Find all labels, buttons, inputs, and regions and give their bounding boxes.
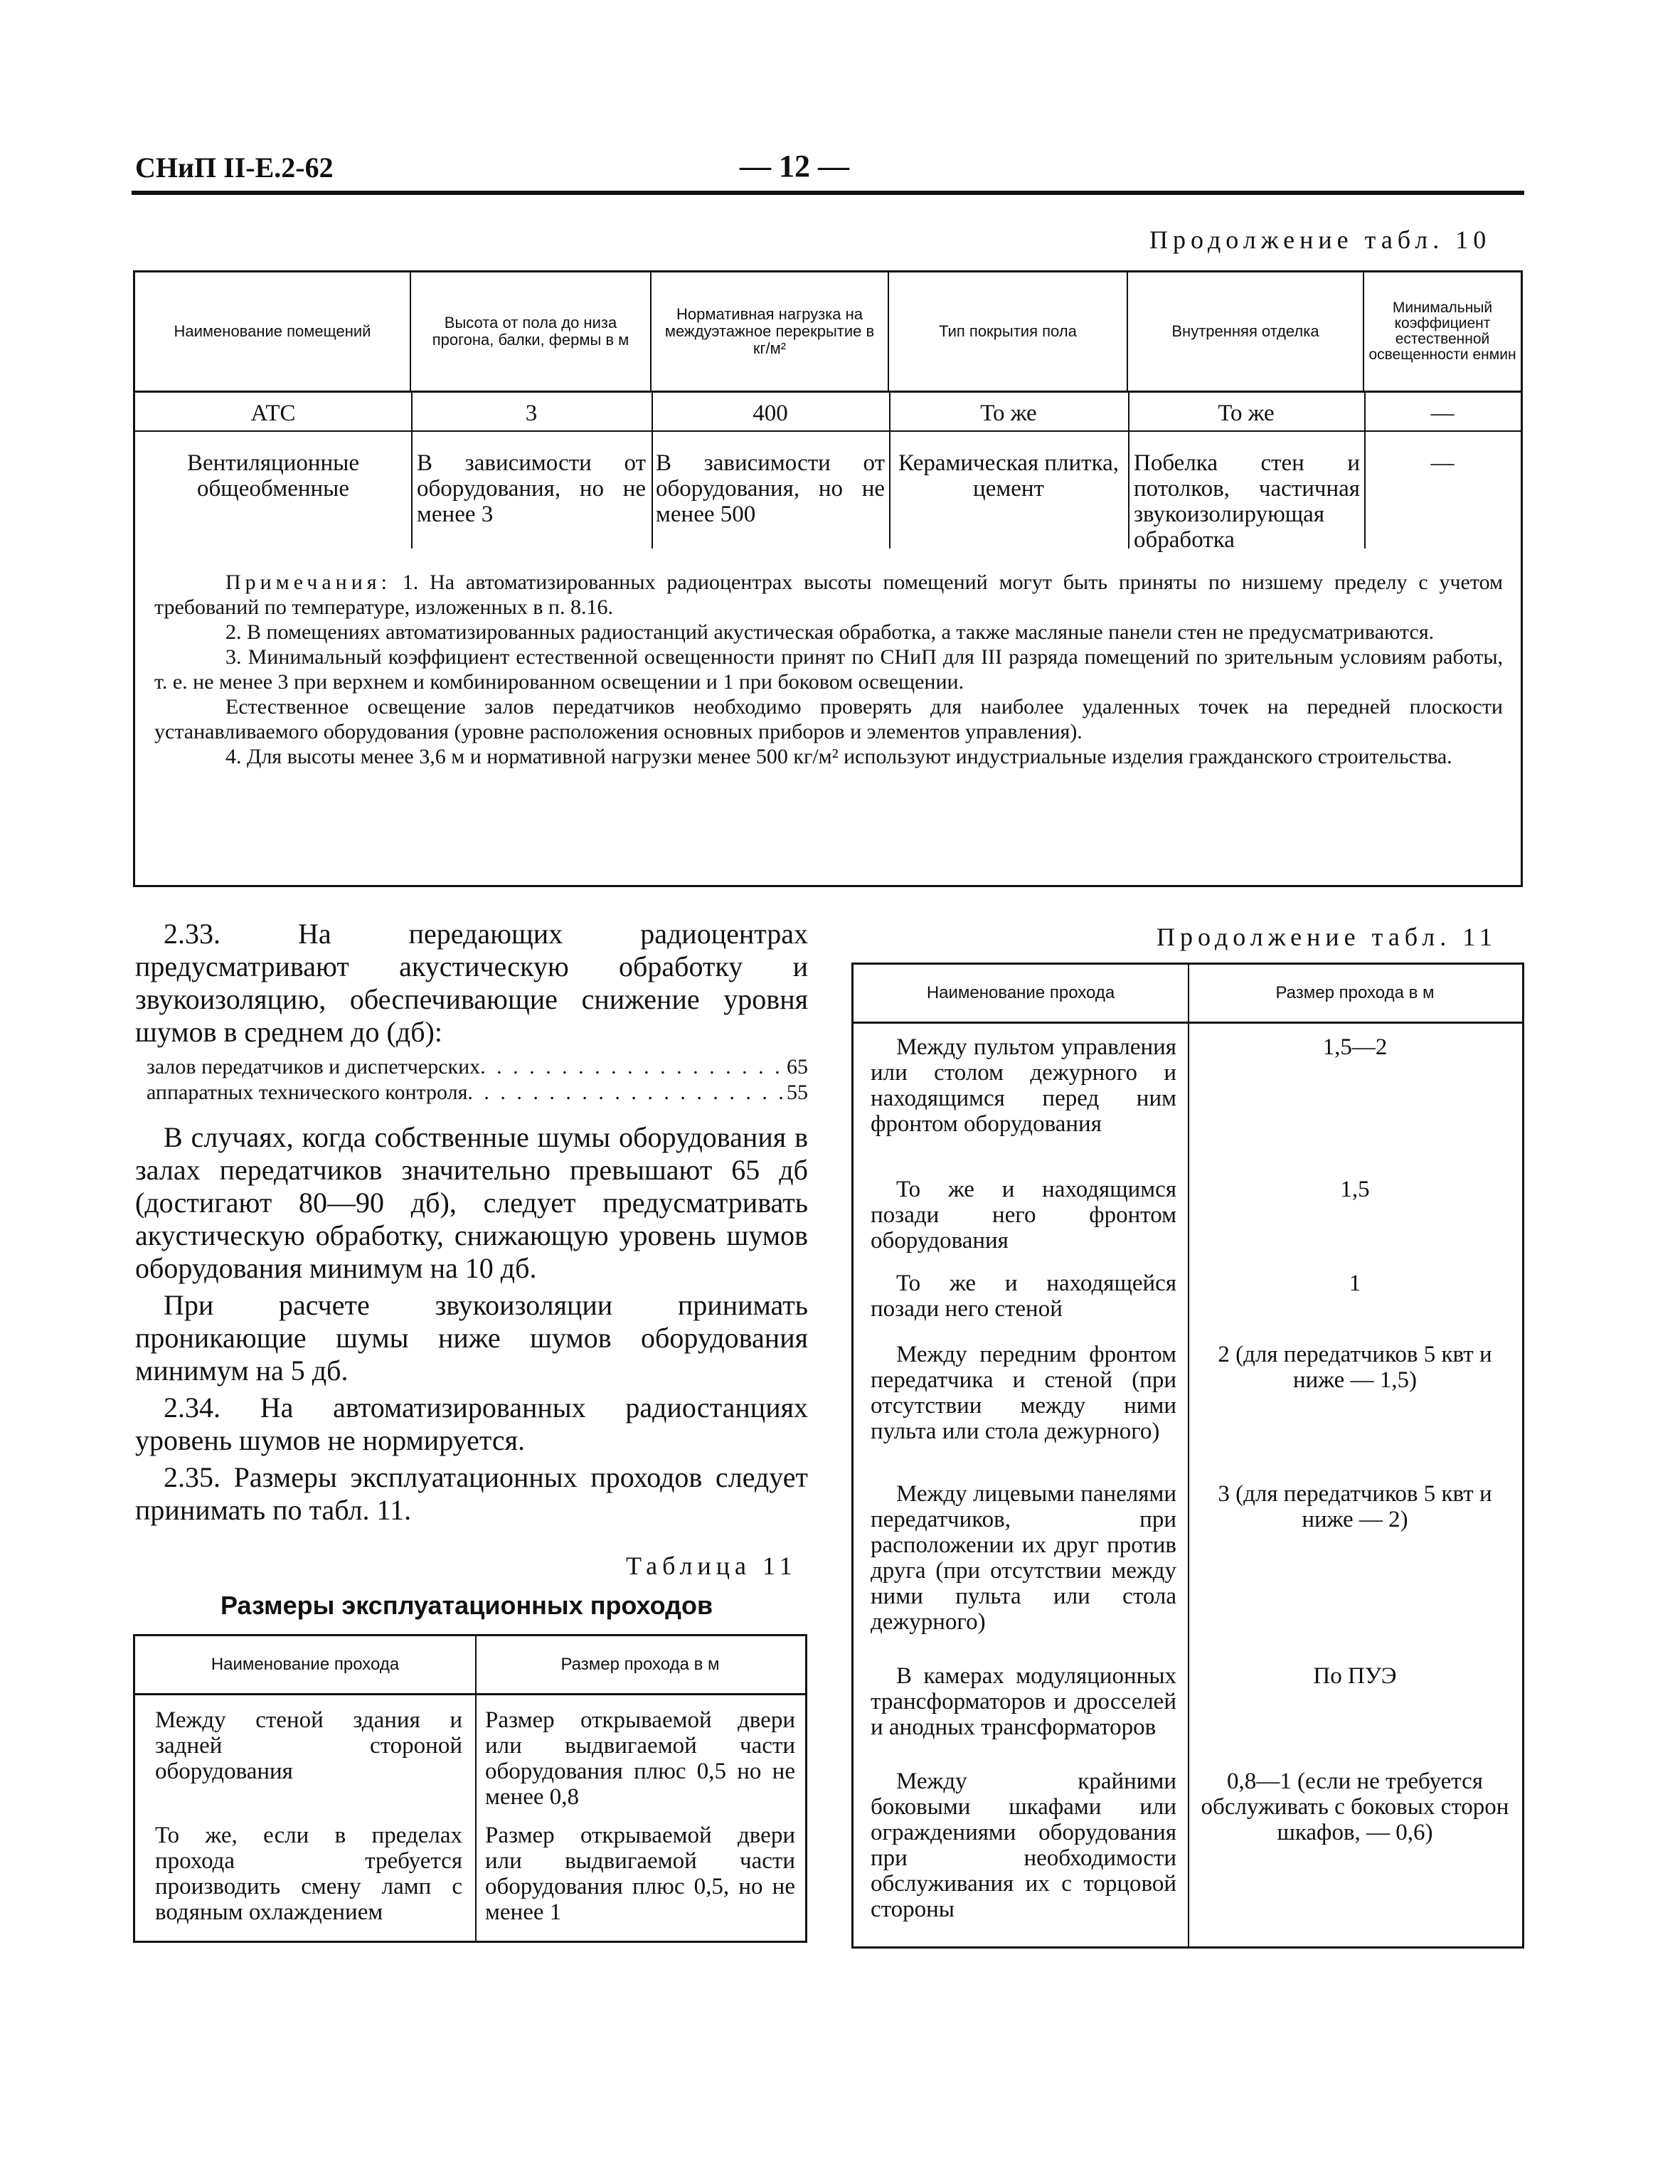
- para-2-34: 2.34. На автоматизированных радиостанциях уровень шумов не нормируется.: [135, 1391, 808, 1456]
- t10-r1-name: АТС: [250, 401, 296, 426]
- t10-notes: [154, 570, 1503, 769]
- t10-r1-height: 3: [525, 401, 538, 426]
- t11r-r7-name: Между крайними боковыми шкафами или ограждениями оборудования при необходимости обслуживания их с торцовой стороны: [871, 1769, 1176, 1922]
- noise-item: залов передатчиков и диспетчерских . . . 65: [147, 1054, 808, 1080]
- t10-note-2: 2. В помещениях автоматизированных радиостанций акустическая обработка, а также масляные панели стен не предусматриваются.: [225, 620, 1435, 644]
- document-code: СНиП II-Е.2-62: [135, 152, 334, 184]
- t11l-r1-name: Между стеной здания и задней стороной оборудования: [155, 1707, 462, 1784]
- t10-col-name: Наименование помещений: [135, 272, 411, 391]
- t11r-r5-name: Между лицевыми панелями передатчиков, при расположении их друг против друга (при отсутствии между ними пульта или стола дежурного): [871, 1481, 1176, 1635]
- t11r-r1-name: Между пультом управления или столом дежурного и находящимся перед ним фронтом оборудования: [871, 1034, 1176, 1137]
- t11l-header-rule: [135, 1693, 805, 1695]
- t11r-r6-size: По ПУЭ: [1313, 1663, 1397, 1689]
- table11-continuation: Продолжение табл. 11: [1157, 923, 1497, 951]
- t10-r1-floor: То же: [980, 401, 1037, 426]
- t11r-r2-name: То же и находящимся позади него фронтом оборудования: [871, 1177, 1176, 1253]
- table11-left: [133, 1634, 807, 1943]
- t10-header-rule: [135, 391, 1521, 393]
- t11r-r7-size: 0,8—1 (если не требуется обслуживать с боковых сторон шкафов, — 0,6): [1201, 1769, 1509, 1845]
- table10-continuation: Продолжение табл. 10: [1149, 226, 1492, 254]
- t11r-r1-size: 1,5—2: [1322, 1034, 1388, 1060]
- t10-row-rule: [135, 430, 1521, 432]
- t11r-header-rule: [854, 1022, 1522, 1024]
- table11-right: [851, 963, 1524, 1949]
- t10-note-3b: Естественное освещение залов передатчиков необходимо проверять для наиболее удаленных точек на передней плоскости устанавливаемого оборудования (уровне расположения основных приборов и элементов управления).: [154, 695, 1503, 743]
- table10: [133, 270, 1523, 887]
- t10-r1-load: 400: [753, 401, 788, 426]
- t11l-col-size: Размер прохода в м: [560, 1655, 720, 1674]
- t10-note-1: Примечания: 1. На автоматизированных радиоцентрах высоты помещений могут быть приняты по низшему пределу с учетом требований по температуре, изложенных в п. 8.16.: [154, 571, 1504, 619]
- t11l-r2-size: Размер открываемой двери или выдвигаемой части оборудования плюс 0,5, но не менее 1: [485, 1823, 795, 1925]
- t10-r2-coef: —: [1430, 450, 1455, 476]
- para-2-35: 2.35. Размеры эксплуатационных проходов следует принимать по табл. 11.: [135, 1461, 808, 1526]
- t10-col-finish: Внутренняя отделка: [1128, 272, 1364, 391]
- page-number: — 12 —: [740, 149, 849, 184]
- t10-col-height: Высота от пола до низа прогона, балки, фермы в м: [411, 272, 652, 391]
- t10-r1-coef: —: [1430, 401, 1455, 426]
- para-noise: В случаях, когда собственные шумы оборудования в залах передатчиков значительно превышают 65 дб (достигают 80—90 дб), следует предусматривать акустическую обработку, снижающую уровень шумов оборудования минимум на 10 дб.: [135, 1121, 808, 1284]
- t11r-r5-size: 3 (для передатчиков 5 квт и ниже — 2): [1218, 1481, 1492, 1532]
- left-column-text: [135, 918, 808, 1527]
- t10-note-3: 3. Минимальный коэффициент естественной освещенности принят по СНиП для III разряда помещений по зрительным условиям работы, т. е. не менее 3 при верхнем и комбинированном освещении и 1 при боковом освещении.: [154, 645, 1503, 694]
- t11r-r4-size: 2 (для передатчиков 5 квт и ниже — 1,5): [1218, 1342, 1492, 1393]
- t10-col-floor: Тип покрытия пола: [889, 272, 1128, 391]
- t11r-r2-size: 1,5: [1340, 1177, 1370, 1202]
- t11r-r6-name: В камерах модуляционных трансформаторов и дросселей и анодных трансформаторов: [871, 1663, 1176, 1740]
- t11l-r2-name: То же, если в пределах прохода требуется производить смену ламп с водяным охлаждением: [155, 1823, 462, 1925]
- t11l-vline: [475, 1636, 477, 1941]
- table11-title: Размеры эксплуатационных проходов: [220, 1591, 713, 1620]
- t11l-col-name: Наименование прохода: [211, 1655, 400, 1674]
- table11-caption: Таблица 11: [626, 1552, 797, 1580]
- t10-notes-label: Примечания:: [225, 571, 391, 594]
- t11r-vline: [1188, 965, 1189, 1946]
- t10-note-4: 4. Для высоты менее 3,6 м и нормативной нагрузки менее 500 кг/м² используют индустриальные изделия гражданского строительства.: [225, 745, 1452, 768]
- t11r-r3-name: То же и находящейся позади него стеной: [871, 1271, 1176, 1322]
- t10-r2-floor: Керамическая плитка, цемент: [898, 450, 1120, 502]
- t10-r2-load: В зависимости от оборудования, но не менее 500: [656, 450, 885, 527]
- para-calc: При расчете звукоизоляции принимать проникающие шумы ниже шумов оборудования минимум на 5 дб.: [135, 1289, 808, 1387]
- t10-r2-height: В зависимости от оборудования, но не менее 3: [417, 450, 646, 527]
- noise-item: аппаратных технического контроля . . . 55: [147, 1080, 808, 1106]
- t11r-r3-size: 1: [1349, 1271, 1361, 1296]
- noise-list: [135, 1054, 808, 1106]
- t10-col-load: Нормативная нагрузка на междуэтажное перекрытие в кг/м²: [652, 272, 889, 391]
- t11r-r4-name: Между передним фронтом передатчика и стеной (при отсутствии между ними пульта или стола дежурного): [871, 1342, 1176, 1444]
- header-rule: [132, 191, 1524, 195]
- para-2-33: 2.33. На передающих радиоцентрах предусматривают акустическую обработку и звукоизоляцию, обеспечивающие снижение уровня шумов в среднем до (дб):: [135, 918, 808, 1048]
- t10-r2-name: Вентиляционные общеобменные: [186, 450, 359, 502]
- t11r-col-size: Размер прохода в м: [1275, 983, 1435, 1002]
- t11r-col-name: Наименование прохода: [926, 983, 1115, 1002]
- t11l-r1-size: Размер открываемой двери или выдвигаемой части оборудования плюс 0,5 но не менее 0,8: [485, 1707, 795, 1810]
- t10-col-coef: Минимальный коэффициент естественной освещенности eнмин: [1368, 299, 1516, 363]
- t10-r2-finish: Побелка стен и потолков, частичная звукоизолирующая обработка: [1134, 450, 1360, 553]
- t10-r1-finish: То же: [1218, 401, 1275, 426]
